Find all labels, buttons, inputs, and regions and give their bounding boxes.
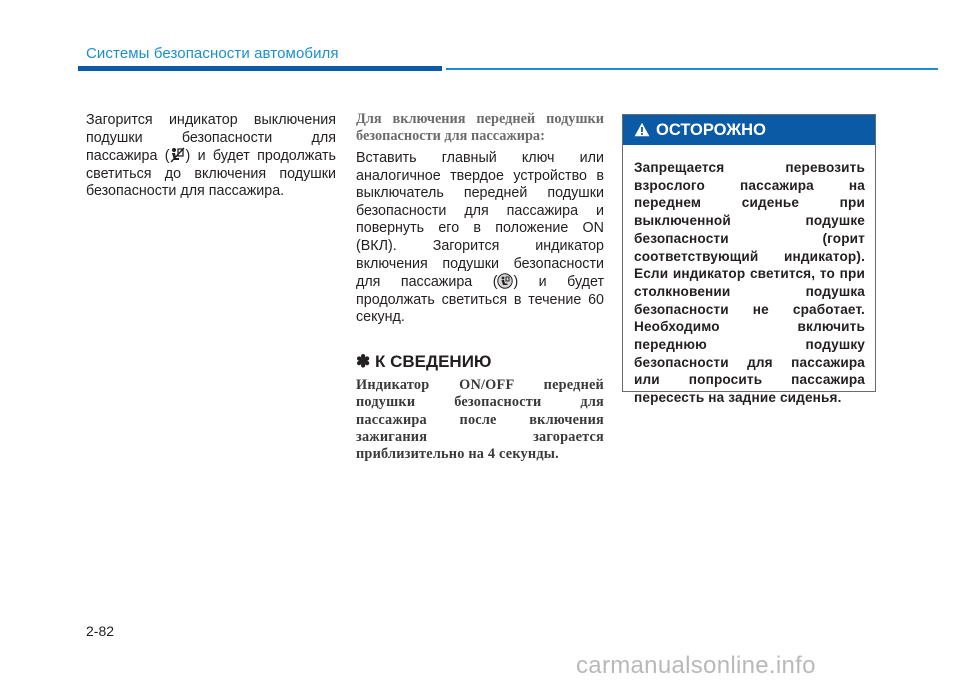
left-text-after-icon: ) и будет продолжать светиться до включения подушки безопасности для пассажира.	[86, 148, 336, 200]
note-symbol-icon: ✽	[356, 351, 371, 371]
note-title: К СВЕДЕНИЮ	[374, 351, 492, 371]
middle-column	[356, 111, 604, 463]
warning-body: Запрещается перевозить взрослого пассажира на переднем сиденье при выключенной подушке безопасности (горит соответствующий индикатор). Если индикатор светится, то при столкновении подушка безопасности не сработает. Необходимо включить переднюю подушку безопасности для пассажира или попросить пассажира пересесть на задние сиденья.	[634, 160, 865, 406]
header-rule-thin	[446, 68, 938, 70]
left-text-before-icon: Загорится индикатор выключения подушки безопасности для пассажира (	[86, 112, 336, 165]
note-heading	[356, 352, 604, 372]
warning-title: ОСТОРОЖНО	[656, 121, 766, 139]
header-rule-thick	[78, 66, 442, 71]
airbag-on-indicator-icon	[497, 273, 513, 289]
enable-airbag-paragraph	[356, 150, 604, 327]
left-column-paragraph	[86, 112, 336, 201]
section-title: Системы безопасности автомобиля	[86, 45, 339, 62]
watermark: carmanualsonline.info	[576, 652, 816, 679]
enable-text-after-icon: ) и будет продолжать светиться в течение 60 секунд.	[356, 274, 605, 326]
note-body: Индикатор ON/OFF передней подушки безопасности для пассажира после включения зажигания загорается приблизительно на 4 секунды.	[356, 376, 604, 463]
enable-airbag-subheading: Для включения передней подушки безопасности для пассажира:	[356, 111, 604, 144]
airbag-off-indicator-icon	[169, 147, 185, 163]
warning-header	[623, 115, 875, 145]
warning-triangle-icon	[634, 122, 650, 137]
enable-text-before-icon: Вставить главный ключ или аналогичное твердое устройство в выключатель передней подушки безопасности для пассажира и повернуть его в положение ON (ВКЛ). Загорится индикатор включения подушки безопасности для пассажира (	[356, 150, 604, 291]
page-number: 2-82	[86, 623, 115, 639]
warning-box	[622, 114, 876, 406]
